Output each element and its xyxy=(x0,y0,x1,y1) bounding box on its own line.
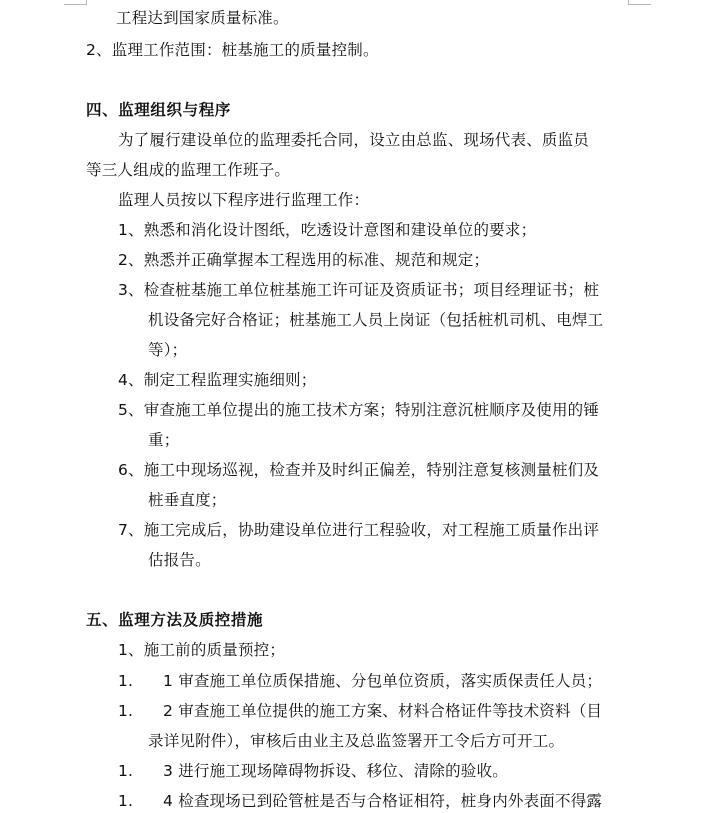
list-number: 1. xyxy=(118,762,134,780)
list-item-step-1: 1、熟悉和消化设计图纸，吃透设计意图和建设单位的要求； xyxy=(118,221,537,239)
list-item-step-3-cont: 等）； xyxy=(148,341,188,359)
list-item-step-4: 4、制定工程监理实施细则； xyxy=(118,371,317,389)
page-corner-mark-left xyxy=(64,0,87,5)
section-heading-methods: 五、监理方法及质控措施 xyxy=(86,611,264,629)
list-item-control-2-cont: 录详见附件），审核后由业主及总监签署开工令后方可开工。 xyxy=(148,732,565,750)
list-item-step-3: 3、检查桩基施工单位桩基施工许可证及资质证书；项目经理证书；桩 xyxy=(118,281,600,299)
list-item-step-6: 6、施工中现场巡视，检查并及时纠正偏差，特别注意复核测量桩们及 xyxy=(118,461,600,479)
list-item-scope: 2、监理工作范围：桩基施工的质量控制。 xyxy=(86,41,379,59)
list-item-step-7: 7、施工完成后，协助建设单位进行工程验收，对工程施工质量作出评 xyxy=(118,521,600,539)
list-number: 1. xyxy=(118,702,134,720)
list-item-step-7-cont: 估报告。 xyxy=(148,551,211,569)
list-item-step-5-cont: 重； xyxy=(148,431,180,449)
page-corner-mark-right xyxy=(628,0,651,5)
list-item-step-6-cont: 桩垂直度； xyxy=(148,491,227,509)
paragraph-line: 工程达到国家质量标准。 xyxy=(116,9,289,27)
list-item-step-3-cont: 机设备完好合格证；桩基施工人员上岗证（包括桩机司机、电焊工 xyxy=(148,311,604,329)
list-item-control-4: 4 检查现场已到砼管桩是否与合格证相符，桩身内外表面不得露 xyxy=(163,792,603,810)
paragraph-line: 监理人员按以下程序进行监理工作： xyxy=(118,191,370,209)
section-heading-organization: 四、监理组织与程序 xyxy=(86,101,231,119)
list-item-control-1: 1 审查施工单位质保措施、分包单位资质，落实质保责任人员； xyxy=(163,672,603,690)
paragraph-line: 为了履行建设单位的监理委托合同，设立由总监、现场代表、质监员 xyxy=(118,131,590,149)
list-number: 1. xyxy=(118,792,134,810)
list-item-step-5: 5、审查施工单位提出的施工技术方案；特别注意沉桩顺序及使用的锤 xyxy=(118,401,600,419)
list-item-step-2: 2、熟悉并正确掌握本工程选用的标准、规范和规定； xyxy=(118,251,490,269)
paragraph-line: 等三人组成的监理工作班子。 xyxy=(86,161,291,179)
list-item-control-2: 2 审查施工单位提供的施工方案、材料合格证件等技术资料（目 xyxy=(163,702,603,720)
list-number: 1. xyxy=(118,672,134,690)
list-item-preconstruction: 1、施工前的质量预控； xyxy=(118,641,286,659)
list-item-control-3: 3 进行施工现场障碍物拆设、移位、清除的验收。 xyxy=(163,762,508,780)
